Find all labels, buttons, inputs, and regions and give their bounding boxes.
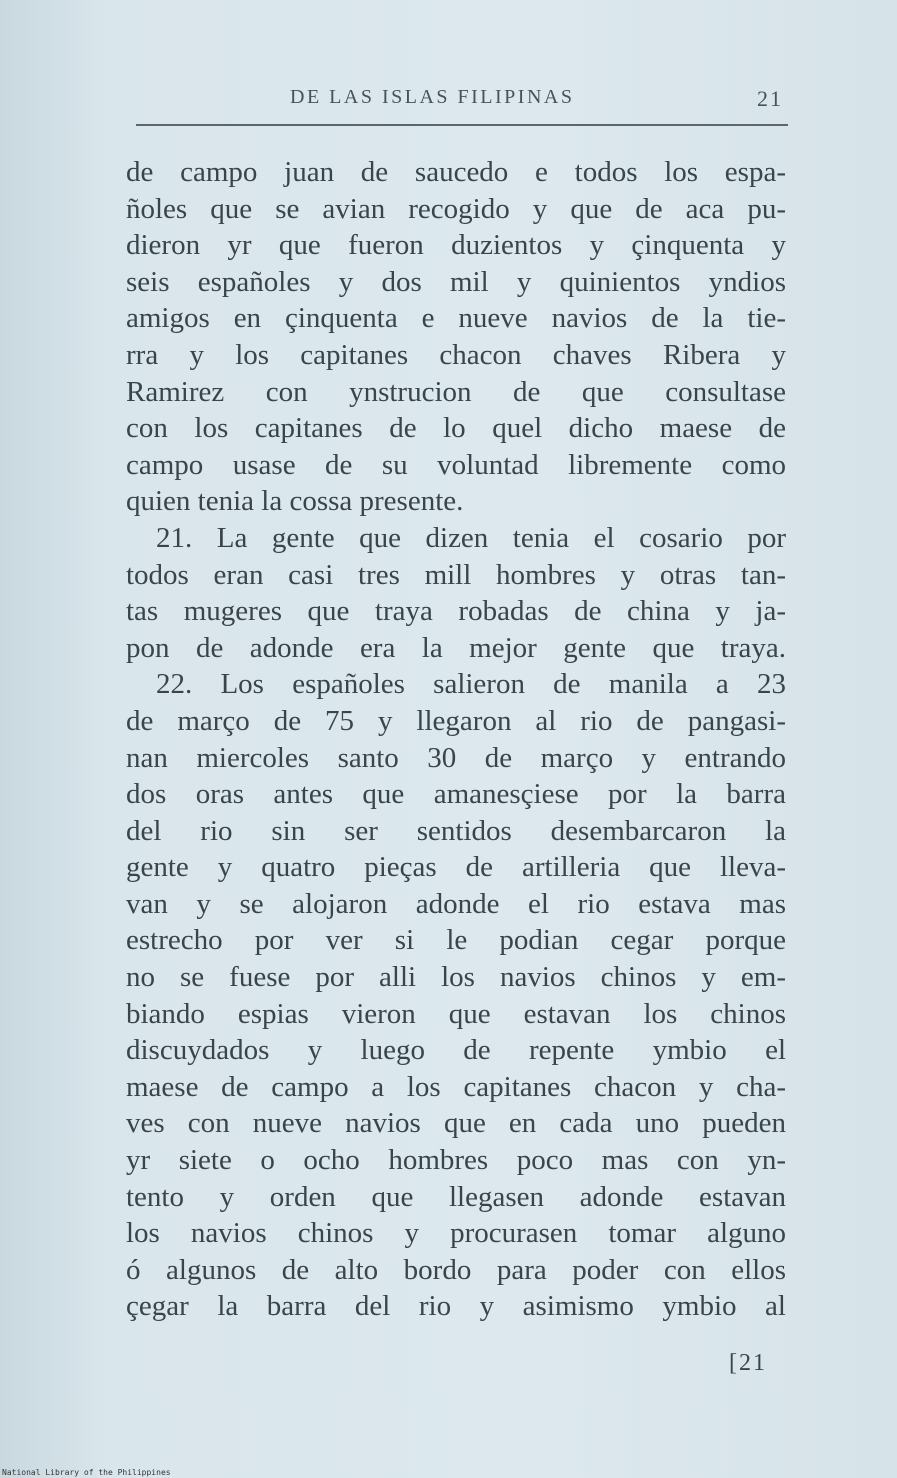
text-line: de março de 75 y llegaron al rio de pangasi- xyxy=(126,704,786,737)
text-line: gente y quatro pieças de artilleria que lleva- xyxy=(126,851,786,884)
page-number: 21 xyxy=(757,86,783,111)
text-line: rra y los capitanes chacon chaves Ribera y xyxy=(126,338,786,371)
text-line: estrecho por ver si le podian cegar porque xyxy=(126,924,786,957)
footer-credit: National Library of the Philippines xyxy=(2,1468,171,1477)
text-line: con los capitanes de lo quel dicho maese de xyxy=(126,412,786,445)
text-line: discuydados y luego de repente ymbio el xyxy=(126,1034,786,1067)
text-line: yr siete o ocho hombres poco mas con yn- xyxy=(126,1144,786,1177)
text-line: van y se alojaron adonde el rio estava mas xyxy=(126,887,786,920)
text-line: campo usase de su voluntad libremente como xyxy=(126,448,786,481)
text-line: pon de adonde era la mejor gente que traya. xyxy=(126,631,786,664)
text-line: quien tenia la cossa presente. xyxy=(126,485,464,518)
text-line: biando espias vieron que estavan los chinos xyxy=(126,997,786,1030)
text-line: maese de campo a los capitanes chacon y cha- xyxy=(126,1070,786,1103)
running-head: DE LAS ISLAS FILIPINAS xyxy=(290,86,575,108)
text-line: 21. La gente que dizen tenia el cosario por xyxy=(156,521,786,554)
text-line: tento y orden que llegasen adonde estavan xyxy=(126,1180,786,1213)
body-text xyxy=(126,154,786,1325)
text-line: seis españoles y dos mil y quinientos yndios xyxy=(126,265,786,298)
text-line: tas mugeres que traya robadas de china y ja- xyxy=(126,595,786,628)
text-line: çegar la barra del rio y asimismo ymbio al xyxy=(126,1290,786,1323)
text-line: ves con nueve navios que en cada uno pueden xyxy=(126,1107,786,1140)
text-line: dos oras antes que amanesçiese por la barra xyxy=(126,778,786,811)
text-line: no se fuese por alli los navios chinos y em- xyxy=(126,961,786,994)
signature-mark: [21 xyxy=(729,1350,767,1376)
text-line: Ramirez con ynstrucion de que consultase xyxy=(126,375,786,408)
text-line: los navios chinos y procurasen tomar alguno xyxy=(126,1217,786,1250)
text-line: todos eran casi tres mill hombres y otras tan- xyxy=(126,558,786,591)
text-line: del rio sin ser sentidos desembarcaron la xyxy=(126,814,786,847)
text-line: dieron yr que fueron duzientos y çinquenta y xyxy=(126,229,786,262)
text-line: amigos en çinquenta e nueve navios de la tie- xyxy=(126,302,786,335)
text-line: ñoles que se avian recogido y que de aca pu- xyxy=(126,192,786,225)
text-line: ó algunos de alto bordo para poder con ellos xyxy=(126,1253,786,1286)
text-line: de campo juan de saucedo e todos los espa- xyxy=(126,156,786,188)
header-rule xyxy=(136,124,788,126)
text-line: nan miercoles santo 30 de março y entrando xyxy=(126,741,786,774)
text-line: 22. Los españoles salieron de manila a 23 xyxy=(156,668,786,701)
